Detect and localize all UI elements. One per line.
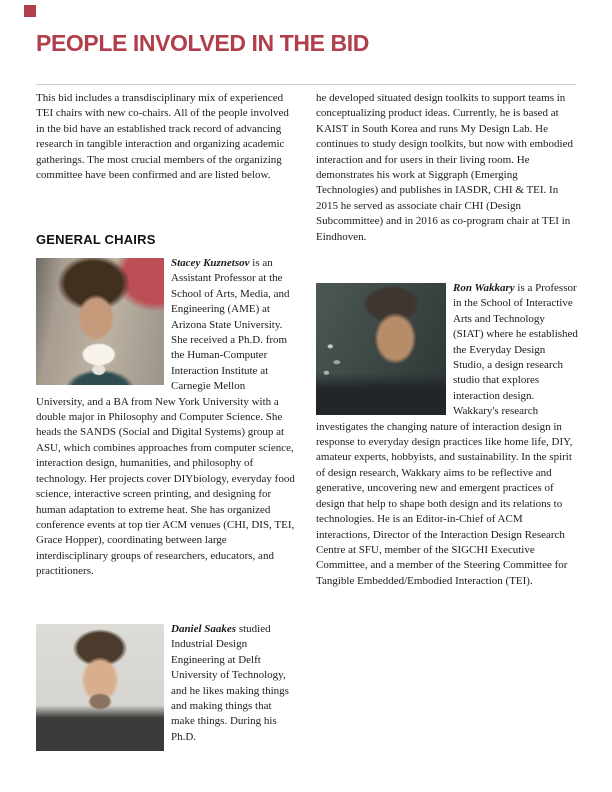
intro-paragraph: This bid includes a transdisciplinary mix of experienced TEI chairs with new co-chairs. All of the people involved in the bid have an established track record of advancing research in tangible interaction and organizing academic gatherings. The most crucial members of the organizing committee have been confirmed and are listed below. — [36, 92, 289, 182]
page-title: PEOPLE INVOLVED IN THE BID — [36, 30, 369, 56]
ron-wakkary-bio-text: is a Professor in the School of Interactive Arts and Technology (SIAT) where he established the Everyday Design Studio, a design research studio that explores interaction design. Wakkary's research investigates the changing nature of interaction design in response to everyday design practices like home life, DIY, amateur experts, hobbyists, and sustainability. In the spirit of design research, Wakkary aims to be reflective and generative, uncovering new and emergent practices of design that help to shape both design and its relations to technologies. He is an Editor-in-Chief of ACM interactions, Director of the Interaction Design Research Centre at SFU, member of the SIGCHI Executive Committee, and a member of the Steering Committee for Tangible Embedded/Embodied Interaction (TEI). — [316, 282, 578, 587]
ron-wakkary-photo — [316, 283, 446, 415]
person-daniel-saakes — [36, 622, 296, 754]
daniel-saakes-bio-text: studied Industrial Design Engineering at Delft University of Technology, and he likes making things and making things that make things. During his Ph.D. — [171, 623, 289, 743]
title-divider — [36, 84, 576, 85]
page-corner-marker — [24, 5, 36, 17]
stacey-kuznetsov-photo — [36, 258, 164, 385]
stacey-kuznetsov-bio-text: is an Assistant Professor at the School of Arts, Media, and Engineering (AME) at Arizona State University. She received a Ph.D. from the Human-Computer Interaction Institute at Carnegie Mellon University, and a BA from New York University with a double major in Philosophy and Computer Science. She heads the SANDS (Social and Digital Systems) group at ASU, which combines approaches from computer science, interaction design, humanities, and philosophy of technology. Her projects cover DIYbiology, everyday food science, interactive screen printing, and designing for human adaptation to extreme heat. She has organized conference events at top tier ACM venues (CHI, DIS, TEI, Grace Hopper), coordinating between large interdisciplinary groups of researchers, educators, and practitioners. — [36, 257, 295, 578]
person-stacey-kuznetsov — [36, 256, 296, 580]
person-ron-wakkary — [316, 281, 578, 589]
stacey-kuznetsov-name: Stacey Kuznetsov — [171, 257, 250, 269]
daniel-saakes-name: Daniel Saakes — [171, 623, 237, 635]
daniel-saakes-photo — [36, 624, 164, 751]
daniel-saakes-bio-continued: he developed situated design toolkits to support teams in conceptualizing product ideas. Currently, he is based at KAIST in South Korea and runs My Design Lab. He continues to study design toolkits, but now with embodied interaction and for users in their living room. He demonstrates his work at Siggraph (Emerging Technologies) and publishes in IASDR, CHI & TEI. In 2015 he served as associate chair CHI (Design Subcommittee) and in 2016 as co-program chair at TEI in Eindhoven. — [316, 92, 573, 243]
ron-wakkary-name: Ron Wakkary — [453, 282, 515, 294]
section-heading-general-chairs: GENERAL CHAIRS — [36, 232, 156, 247]
